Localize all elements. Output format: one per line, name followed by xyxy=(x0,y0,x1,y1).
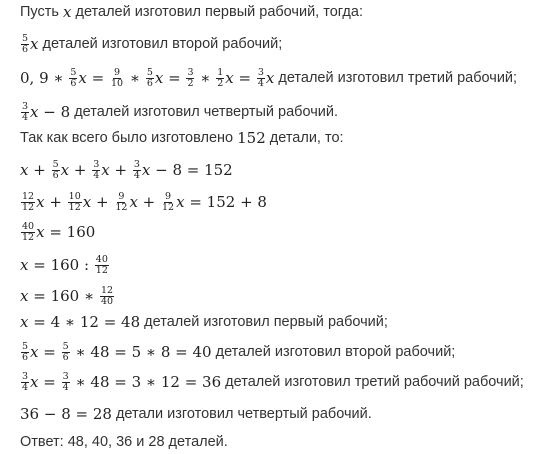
math-variable: x xyxy=(30,343,39,361)
fraction-numerator: 5 xyxy=(22,340,29,352)
fraction-denominator: 4 xyxy=(93,169,100,181)
fraction-denominator: 6 xyxy=(22,43,29,55)
solution-line xyxy=(20,253,110,277)
fraction xyxy=(21,34,29,55)
fraction-denominator: 12 xyxy=(95,264,108,276)
fraction-denominator: 40 xyxy=(100,295,114,307)
fraction-denominator: 6 xyxy=(22,351,29,363)
fraction xyxy=(52,160,60,181)
fraction xyxy=(114,192,128,213)
math-variable: x xyxy=(20,256,29,274)
solution-line xyxy=(20,310,388,334)
math-variable: x xyxy=(265,69,275,87)
fraction-numerator: 3 xyxy=(187,66,194,78)
math-variable: x xyxy=(30,35,39,53)
text-run: детали, то: xyxy=(265,130,344,146)
solution-line xyxy=(20,430,228,454)
fraction xyxy=(62,372,70,393)
fraction-denominator: 6 xyxy=(70,77,77,89)
fraction xyxy=(21,342,29,363)
fraction-numerator: 5 xyxy=(70,66,77,78)
math-run: ∗ 48 = 5 ∗ 8 = 40 xyxy=(70,343,212,361)
fraction-denominator: 2 xyxy=(217,77,224,89)
math-variable: x xyxy=(20,287,29,305)
math-variable: x xyxy=(20,313,29,331)
math-run: = xyxy=(163,69,186,87)
text-run: деталей изготовил первый рабочий; xyxy=(140,314,388,330)
math-run: = 160 xyxy=(44,223,96,241)
fraction-numerator: 3 xyxy=(62,370,69,382)
math-variable: x xyxy=(101,161,110,179)
fraction xyxy=(161,192,175,213)
fraction xyxy=(21,102,29,123)
fraction-numerator: 5 xyxy=(52,158,59,170)
solution-line xyxy=(20,0,363,24)
fraction-denominator: 12 xyxy=(162,201,175,213)
text-run: Так как всего было изготовлено xyxy=(20,130,238,146)
math-variable: x xyxy=(20,161,29,179)
math-run: + xyxy=(28,161,51,179)
fraction-denominator: 4 xyxy=(133,169,140,181)
math-run: = xyxy=(38,373,61,391)
fraction-numerator: 10 xyxy=(68,190,81,202)
fraction-numerator: 12 xyxy=(100,284,114,296)
math-run: 0, 9 ∗ xyxy=(20,69,69,87)
math-run: ∗ xyxy=(195,69,216,87)
math-variable: x xyxy=(60,161,70,179)
math-variable: x xyxy=(141,161,151,179)
fraction-denominator: 4 xyxy=(257,77,264,89)
math-run: = xyxy=(38,343,61,361)
fraction xyxy=(133,160,141,181)
fraction xyxy=(257,68,265,89)
solution-line xyxy=(20,340,455,364)
math-run: = 4 ∗ 12 = 48 xyxy=(28,313,141,331)
math-run: + xyxy=(109,161,132,179)
math-variable: x xyxy=(30,103,39,121)
math-run: = 160 ∗ xyxy=(28,287,99,305)
text-run: деталей изготовил второй рабочий; xyxy=(38,36,283,52)
math-variable: x xyxy=(82,193,92,211)
math-run: + xyxy=(91,193,114,211)
math-variable: x xyxy=(36,223,45,241)
math-run: − 8 = 152 xyxy=(150,161,233,179)
solution-line xyxy=(20,284,115,308)
solution-line xyxy=(20,220,95,244)
fraction xyxy=(146,68,154,89)
fraction-numerator: 9 xyxy=(114,66,121,78)
solution-line xyxy=(20,126,344,150)
solution-line xyxy=(20,370,524,394)
fraction-numerator: 3 xyxy=(93,158,100,170)
fraction-numerator: 3 xyxy=(22,370,29,382)
fraction-denominator: 4 xyxy=(62,381,69,393)
fraction xyxy=(92,160,100,181)
math-run: + xyxy=(137,193,161,211)
fraction-denominator: 10 xyxy=(110,77,124,89)
math-run: ∗ 48 = 3 ∗ 12 = 36 xyxy=(70,373,222,391)
fraction-denominator: 4 xyxy=(22,111,29,123)
math-variable: x xyxy=(62,3,72,21)
fraction-numerator: 3 xyxy=(257,66,264,78)
fraction xyxy=(21,372,29,393)
math-variable: x xyxy=(78,69,87,87)
math-run: + xyxy=(44,193,67,211)
fraction xyxy=(68,192,82,213)
fraction-denominator: 4 xyxy=(22,381,29,393)
solution-line xyxy=(20,402,372,426)
fraction-denominator: 6 xyxy=(62,351,69,363)
fraction xyxy=(100,286,114,307)
fraction xyxy=(186,68,194,89)
text-run: Ответ: 48, 40, 36 и 28 деталей. xyxy=(20,434,228,450)
text-run: деталей изготовил четвертый рабочий. xyxy=(70,104,339,120)
fraction-denominator: 6 xyxy=(52,169,59,181)
math-run: 152 xyxy=(237,129,266,147)
math-run: − 8 xyxy=(38,103,71,121)
fraction xyxy=(110,68,124,89)
math-variable: x xyxy=(129,193,138,211)
fraction xyxy=(21,192,35,213)
math-run: + xyxy=(69,161,92,179)
fraction-numerator: 40 xyxy=(22,220,35,232)
fraction-denominator: 12 xyxy=(22,231,35,243)
fraction-numerator: 5 xyxy=(22,32,29,44)
fraction xyxy=(95,255,109,276)
fraction-numerator: 9 xyxy=(165,190,172,202)
fraction-numerator: 40 xyxy=(95,253,108,265)
fraction-numerator: 9 xyxy=(118,190,125,202)
math-run: ∗ xyxy=(125,69,145,87)
text-run: Пусть xyxy=(20,4,63,20)
fraction-numerator: 12 xyxy=(22,190,35,202)
fraction-numerator: 5 xyxy=(62,340,69,352)
math-run: = 152 + 8 xyxy=(184,193,267,211)
fraction-denominator: 6 xyxy=(146,77,153,89)
text-run: деталей изготовил третий рабочий; xyxy=(274,70,518,86)
fraction-numerator: 3 xyxy=(22,100,29,112)
solution-line xyxy=(20,158,233,182)
text-run: детали изготовил четвертый рабочий. xyxy=(111,406,372,422)
math-variable: x xyxy=(154,69,164,87)
fraction xyxy=(216,68,224,89)
solution-line xyxy=(20,32,282,56)
math-run: = xyxy=(233,69,256,87)
text-run: деталей изготовил первый рабочий, тогда: xyxy=(71,4,363,20)
solution-line xyxy=(20,100,338,124)
solution-line xyxy=(20,190,267,214)
math-run: 36 − 8 = 28 xyxy=(20,405,112,423)
math-run: = 160 : xyxy=(28,256,94,274)
text-run: деталей изготовил третий рабочий рабочий; xyxy=(221,374,524,390)
fraction-numerator: 3 xyxy=(133,158,140,170)
fraction-denominator: 12 xyxy=(22,201,35,213)
fraction-numerator: 1 xyxy=(217,66,224,78)
fraction xyxy=(21,222,35,243)
text-run: деталей изготовил второй рабочий; xyxy=(211,344,456,360)
math-variable: x xyxy=(30,373,39,391)
fraction xyxy=(69,68,77,89)
math-variable: x xyxy=(36,193,45,211)
fraction xyxy=(62,342,70,363)
fraction-denominator: 12 xyxy=(68,201,81,213)
solution-line xyxy=(20,66,517,90)
math-variable: x xyxy=(225,69,234,87)
fraction-denominator: 2 xyxy=(187,77,194,89)
math-run: = xyxy=(86,69,109,87)
math-variable: x xyxy=(176,193,185,211)
fraction-denominator: 12 xyxy=(115,201,128,213)
fraction-numerator: 5 xyxy=(146,66,153,78)
